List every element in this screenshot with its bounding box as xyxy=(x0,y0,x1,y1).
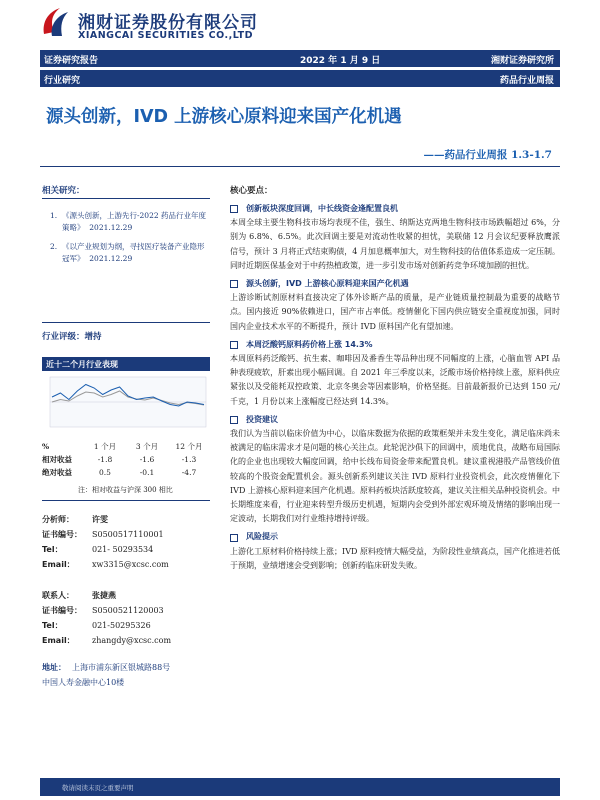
table-note: 注：相对收益与沪深 300 相比 xyxy=(78,486,173,494)
table-header-cell: % xyxy=(42,442,50,451)
company-logo-icon xyxy=(40,4,70,38)
performance-band xyxy=(42,357,210,371)
related-num: 2. xyxy=(50,242,58,251)
related-list xyxy=(50,210,210,272)
tel-label: Tel： xyxy=(42,621,63,630)
point-heading xyxy=(230,338,560,352)
cert-number: S0500517110001 xyxy=(92,530,164,539)
checkbox-icon xyxy=(230,534,238,542)
contact-name: 张捷燕 xyxy=(92,590,116,600)
related-heading: 相关研究： xyxy=(42,186,85,196)
email-link[interactable]: xw3315@xcsc.com xyxy=(92,560,169,569)
table-cell: -1.8 xyxy=(97,455,113,464)
contact-block xyxy=(42,588,212,648)
report-type: 证券研究报告 xyxy=(44,56,99,66)
point-title: 创新板块深度回调，中长线资金逢配置良机 xyxy=(246,204,398,213)
point-title: 投资建议 xyxy=(246,414,278,424)
report-category: 行业研究 xyxy=(44,76,81,86)
related-text: 《源头创新，上游先行-2022 药品行业年度策略》 xyxy=(62,211,207,232)
related-item[interactable] xyxy=(50,241,210,264)
point-heading xyxy=(230,277,560,291)
institute-name: 湘财证券研究所 xyxy=(490,56,554,66)
email-label: Email： xyxy=(42,636,75,645)
address-line1: 上海市浦东新区银城路88号 xyxy=(72,663,171,672)
point-title: 本周泛酸钙原料药价格上涨 14.3% xyxy=(246,339,373,349)
page-title: 源头创新，IVD 上游核心原料迎来国产化机遇 xyxy=(46,107,402,127)
table-header-row xyxy=(42,440,210,453)
related-date: 2021.12.29 xyxy=(89,222,133,232)
tel-number: 021-50295326 xyxy=(92,621,151,630)
point-body: 我们认为当前以临床价值为中心，以临床数据为依据的政策框架并未发生变化，满足临床尚未被满足的临床需求才是问题的核心关注点。此轮泥沙俱下的回调中，质地优良，战略布局国际化的企业也出现较大幅度回调，给中长线布局资金带来配置良机。建议重视港股产品管线价值较高的个股资金配置机会。源头创新系列建议关注 IVD 原料行业投资机会，此次疫情催化下 IVD 上游核心原料迎来国产化机遇。原料药板块活跃度较高，建议关注相关品种投资机会。中长期维度来看，行业迎来转型升级历史机遇，短期内会受到外部宏观环境及情绪的影响出现一定波动，长期我们对行业维持增持评级。 xyxy=(230,429,560,524)
page-subtitle: ——药品行业周报 1.3-1.7 xyxy=(423,149,552,161)
performance-table xyxy=(42,440,210,479)
performance-title: 近十二个月行业表现 xyxy=(46,360,118,369)
rating-divider xyxy=(42,322,210,323)
related-item[interactable] xyxy=(50,210,210,233)
point-heading xyxy=(230,202,560,216)
point-body: 上游化工原材料价格持续上涨；IVD 原料疫情大幅受益，为阶段性业绩高点，国产化推进若低于预期，业绩增速会受到影响；创新药临床研发失败。 xyxy=(230,546,560,570)
analyst-name: 许雯 xyxy=(92,514,108,524)
table-row-label: 相对收益 xyxy=(42,455,72,464)
cert-label: 证书编号： xyxy=(42,530,82,539)
footer-disclaimer[interactable]: 敬请阅读末页之重要声明 xyxy=(62,784,134,792)
point-heading xyxy=(230,413,560,427)
table-cell: 0.5 xyxy=(99,468,111,477)
point-body: 上游诊断试剂原材料直接决定了体外诊断产品的质量，是产业链质量控制最为重要的战略节点。国内接近 90%依赖进口，国产市占率低。疫情催化下国内供应链安全重视度加强，同时国内企业技术水平的不断提升，预计 IVD 原料国产化有望加速。 xyxy=(230,293,560,331)
email-label: Email： xyxy=(42,560,75,569)
related-num: 1. xyxy=(50,211,58,220)
point-title: 源头创新，IVD 上游核心原料迎来国产化机遇 xyxy=(246,279,409,289)
related-divider xyxy=(42,198,210,199)
point-body: 本周原料药泛酸钙、抗生素、咖啡因及番香生等品种出现不同幅度的上涨，心脑血管 API 品种表现疲软，肝素出现小幅回调。自 2021 年三季度以来，泛酸市场价格持续上涨，原料供应紧张以及受能耗双控政策、北京冬奥会等因素影响，价格坚挺。目前最新报价已达到 150 元/千克，1 月份以来上涨幅度已经达到 14.3%。 xyxy=(230,354,560,406)
header-band xyxy=(40,50,560,67)
table-cell: -1.3 xyxy=(181,455,197,464)
analyst-label: 分析师： xyxy=(42,515,74,524)
category-band xyxy=(40,70,560,87)
checkbox-icon xyxy=(230,280,238,288)
analyst-block xyxy=(42,512,212,572)
address-label: 地址： xyxy=(42,663,66,672)
address-line2: 中国人寿金融中心10楼 xyxy=(42,678,125,687)
related-text: 《以产业规划为纲，寻找医疗装备产业隐形冠军》 xyxy=(62,242,205,263)
table-header-cell: 1 个月 xyxy=(93,442,117,451)
contact-divider xyxy=(42,500,210,501)
address-block xyxy=(42,660,212,690)
table-row xyxy=(42,453,210,466)
table-row-label: 绝对收益 xyxy=(42,468,72,477)
company-name-en: XIANGCAI SECURITIES CO.,LTD xyxy=(78,30,254,41)
point-body: 本周全球主要生物科技市场均表现不佳，强生、纳斯达克两地生物科技市场跌幅超过 6%，分别为 6.8%、6.5%。此次回调主要是对流动性收紧的担忧，美联储 12 月会议纪要释放鹰派信号，预计 3 月将正式结束购债，4 月加息概率加大，对生物科技的估值体系造成一定压制。同时近期医保基金对于中药热植政策，进一步引发市场对创新药竞争环境加剧的担忧。 xyxy=(230,218,560,270)
table-cell: -4.7 xyxy=(181,468,197,477)
related-date: 2021.12.29 xyxy=(89,253,133,263)
checkbox-icon xyxy=(230,341,238,349)
title-divider xyxy=(40,166,560,167)
report-series: 药品行业周报 xyxy=(499,76,554,86)
tel-number: 021- 50293534 xyxy=(92,545,154,554)
checkbox-icon xyxy=(230,205,238,213)
performance-chart xyxy=(42,373,210,431)
point-heading xyxy=(230,530,560,544)
table-row xyxy=(42,466,210,479)
email-link[interactable]: zhangdy@xcsc.com xyxy=(92,636,172,645)
table-cell: -0.1 xyxy=(139,468,155,477)
core-heading: 核心要点： xyxy=(230,186,273,196)
core-points xyxy=(230,202,560,573)
point-title: 风险提示 xyxy=(246,532,278,542)
table-header-cell: 12 个月 xyxy=(175,442,203,451)
table-header-cell: 3 个月 xyxy=(135,442,159,451)
checkbox-icon xyxy=(230,416,238,424)
industry-rating: 行业评级：增持 xyxy=(42,332,102,342)
report-date: 2022 年 1 月 9 日 xyxy=(300,56,381,66)
cert-label: 证书编号： xyxy=(42,606,82,615)
contact-label: 联系人： xyxy=(42,591,74,600)
company-name-cn: 湘财证券股份有限公司 xyxy=(78,13,258,33)
table-cell: -1.6 xyxy=(139,455,155,464)
tel-label: Tel： xyxy=(42,545,63,554)
footer-band xyxy=(40,778,560,796)
cert-number: S0500521120003 xyxy=(92,606,164,615)
